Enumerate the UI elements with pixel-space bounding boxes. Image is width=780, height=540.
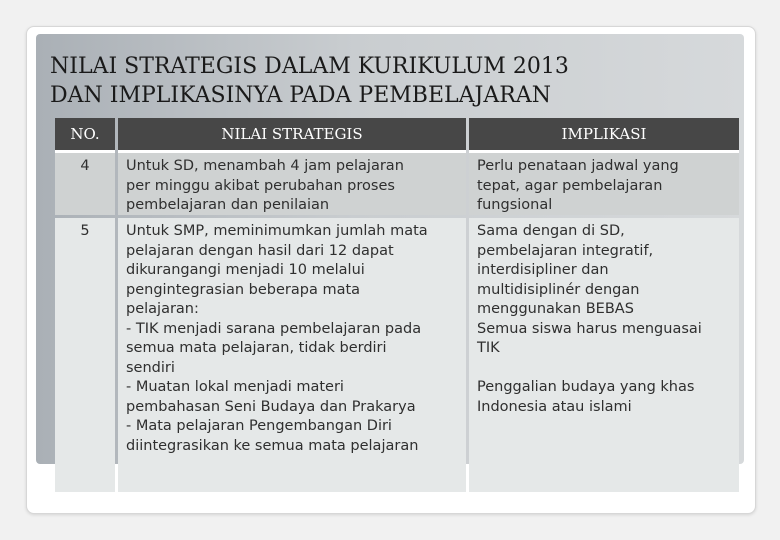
row-5-nilai-line: Untuk SMP, meminimumkan jumlah mata bbox=[126, 223, 428, 239]
row-5-no bbox=[55, 218, 115, 492]
row-5-nilai-line: pengintegrasian beberapa mata bbox=[126, 281, 361, 298]
header-no: NO. bbox=[55, 118, 115, 153]
row-5-implikasi-line: menggunakan BEBAS bbox=[477, 301, 634, 317]
row-4-nilai-line: Untuk SD, menambah 4 jam pelajaran bbox=[126, 158, 404, 174]
row-5-nilai-line: pembahasan Seni Budaya dan Prakarya bbox=[126, 398, 416, 415]
row-4-implikasi-line: tepat, agar pembelajaran bbox=[477, 177, 663, 194]
row-5-nilai-line: pelajaran dengan hasil dari 12 dapat bbox=[126, 242, 394, 259]
row-4-implikasi bbox=[469, 153, 739, 215]
row-5-implikasi-line: Semua siswa harus menguasai bbox=[477, 320, 702, 337]
row-5-implikasi-spacer bbox=[477, 359, 731, 379]
row-5-no-text: 5 bbox=[80, 223, 90, 239]
row-4-nilai-line: per minggu akibat perubahan proses bbox=[126, 177, 395, 194]
title-line-1: NILAI STRATEGIS DALAM KURIKULUM 2013 bbox=[50, 54, 569, 79]
row-5-implikasi-line: Sama dengan di SD, bbox=[477, 223, 625, 239]
row-5-nilai-line: - Mata pelajaran Pengembangan Diri bbox=[126, 418, 392, 434]
row-5-nilai-line: - Muatan lokal menjadi materi bbox=[126, 379, 344, 395]
row-4-nilai-line: pembelajaran dan penilaian bbox=[126, 197, 330, 213]
row-4-no bbox=[55, 153, 115, 215]
row-5-implikasi-line: Penggalian budaya yang khas bbox=[477, 379, 695, 395]
header-implikasi: IMPLIKASI bbox=[469, 118, 739, 153]
row-5-implikasi-line: multidisiplinér dengan bbox=[477, 281, 640, 298]
row-4-implikasi-line: Perlu penataan jadwal yang bbox=[477, 158, 679, 174]
row-4-no-text: 4 bbox=[80, 158, 90, 174]
row-4-nilai bbox=[118, 153, 466, 215]
row-5-nilai-line: diintegrasikan ke semua mata pelajaran bbox=[126, 437, 419, 454]
row-5-nilai-line: sendiri bbox=[126, 359, 175, 376]
slide-title bbox=[50, 52, 710, 110]
row-5-implikasi-line: TIK bbox=[477, 340, 500, 356]
title-line-2: DAN IMPLIKASINYA PADA PEMBELAJARAN bbox=[50, 83, 551, 108]
row-5-nilai-line: pelajaran: bbox=[126, 301, 199, 317]
strategy-table bbox=[55, 118, 739, 492]
row-5-nilai-line: - TIK menjadi sarana pembelajaran pada bbox=[126, 320, 422, 337]
row-5-implikasi-line: pembelajaran integratif, bbox=[477, 242, 654, 259]
row-5-nilai-line: semua mata pelajaran, tidak berdiri bbox=[126, 340, 387, 356]
header-nilai-strategis: NILAI STRATEGIS bbox=[118, 118, 466, 153]
row-5-implikasi-line: Indonesia atau islami bbox=[477, 398, 632, 415]
row-5-nilai bbox=[118, 218, 466, 492]
row-5-implikasi bbox=[469, 218, 739, 492]
row-5-nilai-line: dikurangangi menjadi 10 melalui bbox=[126, 262, 365, 278]
row-4-implikasi-line: fungsional bbox=[477, 197, 553, 213]
row-5-implikasi-line: interdisipliner dan bbox=[477, 262, 609, 278]
